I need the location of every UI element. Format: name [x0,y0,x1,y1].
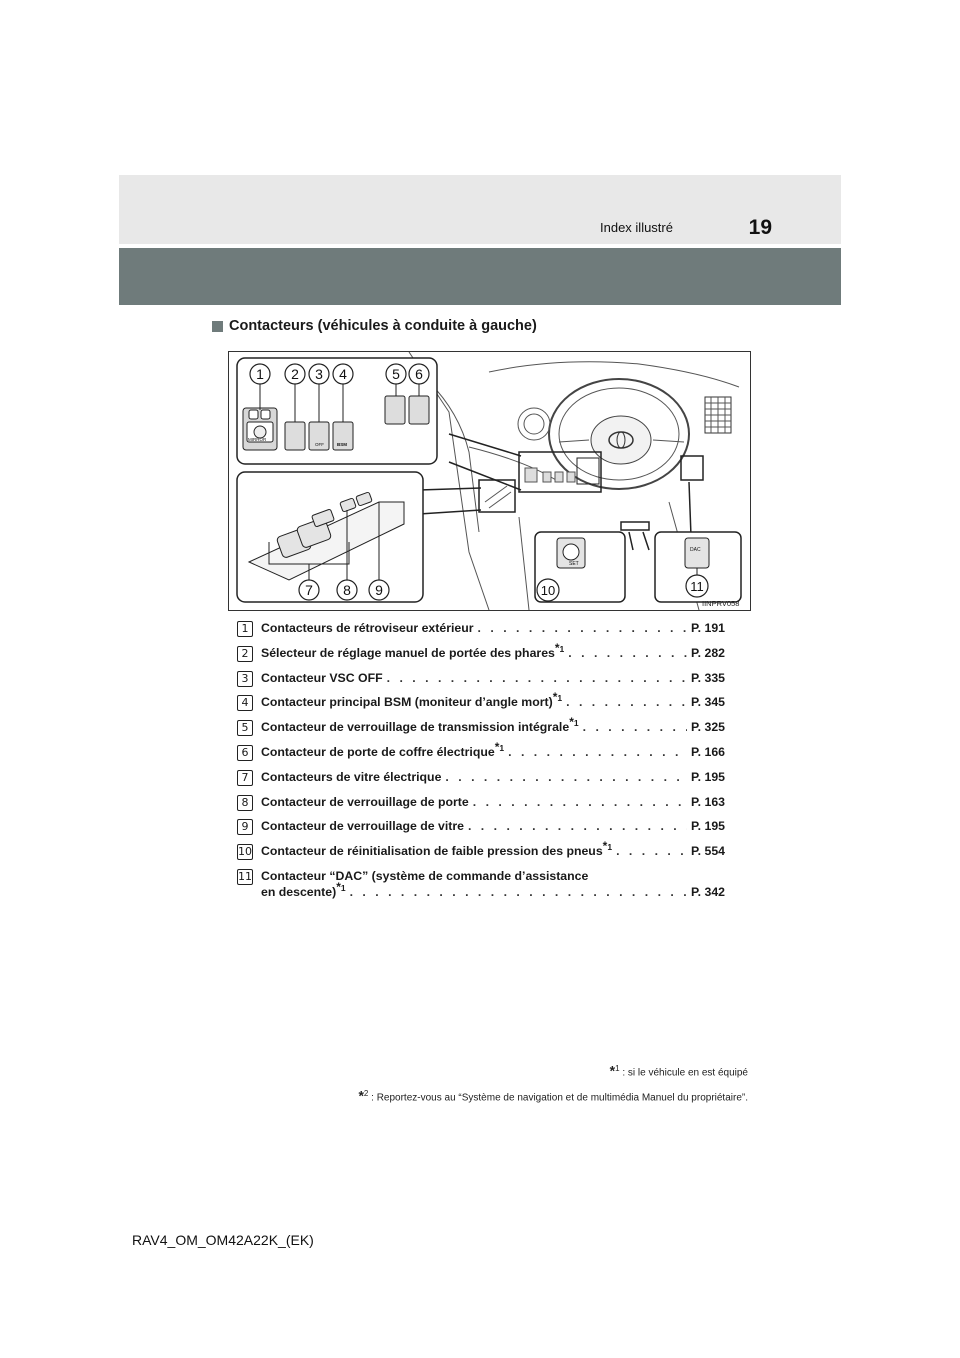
item-number: 5 [237,720,253,736]
section-name: Index illustré [600,220,673,235]
item-label: Contacteur de réinitialisation de faible pression des pneus$^{*1}$ [261,839,613,859]
item-label: Contacteur de porte de coffre électrique$^{*1}$ [261,739,505,759]
page-reference[interactable]: P. 195 [691,819,725,834]
item-number: 10 [238,845,252,859]
page-reference[interactable]: P. 191 [691,621,725,635]
section-title-text: Contacteurs (véhicules à conduite à gauche) [229,318,537,334]
leader-dots [473,794,687,810]
svg-text:5: 5 [392,366,400,382]
callout-9 [369,580,389,600]
page-reference[interactable]: P. 166 [691,744,725,759]
document-code: RAV4_OM_OM42A22K_(EK) [132,1232,314,1248]
callout-4 [333,364,353,384]
header-dark-band [119,248,841,305]
leader-dots [568,645,687,661]
callout-5 [386,364,406,384]
item-number: 9 [237,819,253,835]
callout-11 [686,575,708,597]
item-label-continued: en descente)$^{*1}$ [261,879,346,899]
page-number: 19 [748,216,772,239]
header-top-band [119,175,841,244]
list-item [237,715,725,736]
list-item [237,620,725,637]
page-reference[interactable]: P. 282 [691,645,725,660]
list-item [237,690,725,711]
leader-dots [445,769,687,785]
bsm-label: BSM [337,442,347,447]
svg-text:10: 10 [540,583,556,598]
callout-3 [309,364,329,384]
list-item [237,839,725,860]
page-reference[interactable]: P. 195 [691,769,725,784]
set-label: SET [569,561,579,567]
item-number: 3 [237,671,253,687]
svg-text:7: 7 [305,582,313,598]
list-item [237,868,725,900]
svg-text:4: 4 [339,366,347,382]
item-number: 2 [237,646,253,662]
list-item [237,794,725,811]
list-item [237,769,725,786]
vsc-off-label: OFF [315,442,324,447]
item-number: 11 [238,869,252,883]
svg-text:8: 8 [343,582,351,598]
list-item [237,640,725,662]
leader-dots [566,694,687,710]
svg-text:3: 3 [315,366,323,382]
figure-code: IINPRV058 [702,599,740,608]
page-reference[interactable]: P. 345 [691,695,725,710]
svg-text:1: 1 [256,366,264,382]
svg-text:11: 11 [690,579,704,594]
item-label: Sélecteur de réglage manuel de portée des phares$^{*1}$ [261,640,565,660]
footnote-2: *$^2$ : Reportez-vous au “Système de navigation et de multimédia Manuel du propriétaire”. [358,1087,748,1104]
svg-text:6: 6 [415,366,423,382]
callout-10 [537,579,559,601]
page-reference[interactable]: P. 163 [691,794,725,809]
page-reference[interactable]: P. 335 [691,670,725,685]
page-reference[interactable]: P. 342 [691,884,725,899]
leader-dots [350,884,687,900]
item-label: Contacteurs de rétroviseur extérieur [261,621,474,635]
section-square-icon [212,321,223,332]
page-reference[interactable]: P. 554 [691,844,725,859]
item-label: Contacteur “DAC” (système de commande d’assistance [261,868,589,883]
item-label: Contacteur principal BSM (moniteur d’angle mort)$^{*1}$ [261,690,563,710]
list-item [237,739,725,761]
callout-1 [250,364,270,384]
footnotes [358,1058,748,1109]
item-number: 4 [237,695,253,711]
switch-index-list [237,620,725,908]
item-number: 1 [237,621,253,637]
svg-text:2: 2 [291,366,299,382]
leader-dots [583,719,687,735]
leader-dots [616,843,687,859]
callout-6 [409,364,429,384]
svg-text:9: 9 [375,582,383,598]
footnote-1: *$^1$ : si le véhicule en est équipé [609,1062,748,1079]
leader-dots [508,744,687,760]
section-title [212,318,537,334]
list-item [237,818,725,835]
item-label: Contacteur de verrouillage de porte [261,794,469,809]
page-reference[interactable]: P. 325 [691,720,725,735]
callout-7 [299,580,319,600]
mirror-label: MIRROR [248,437,267,442]
illustration-svg [229,352,750,610]
item-number: 6 [237,745,253,761]
leader-dots [387,670,687,686]
list-item [237,670,725,687]
dac-label: DAC [690,547,701,553]
switches-illustration [228,351,751,611]
callout-2 [285,364,305,384]
item-number: 7 [237,770,253,786]
item-number: 8 [237,795,253,811]
leader-dots [468,818,687,834]
item-label: Contacteur de verrouillage de transmission intégrale$^{*1}$ [261,715,579,735]
item-label: Contacteurs de vitre électrique [261,769,442,784]
item-label: Contacteur de verrouillage de vitre [261,819,464,834]
item-label: Contacteur VSC OFF [261,670,383,685]
leader-dots [478,620,687,636]
callout-8 [337,580,357,600]
